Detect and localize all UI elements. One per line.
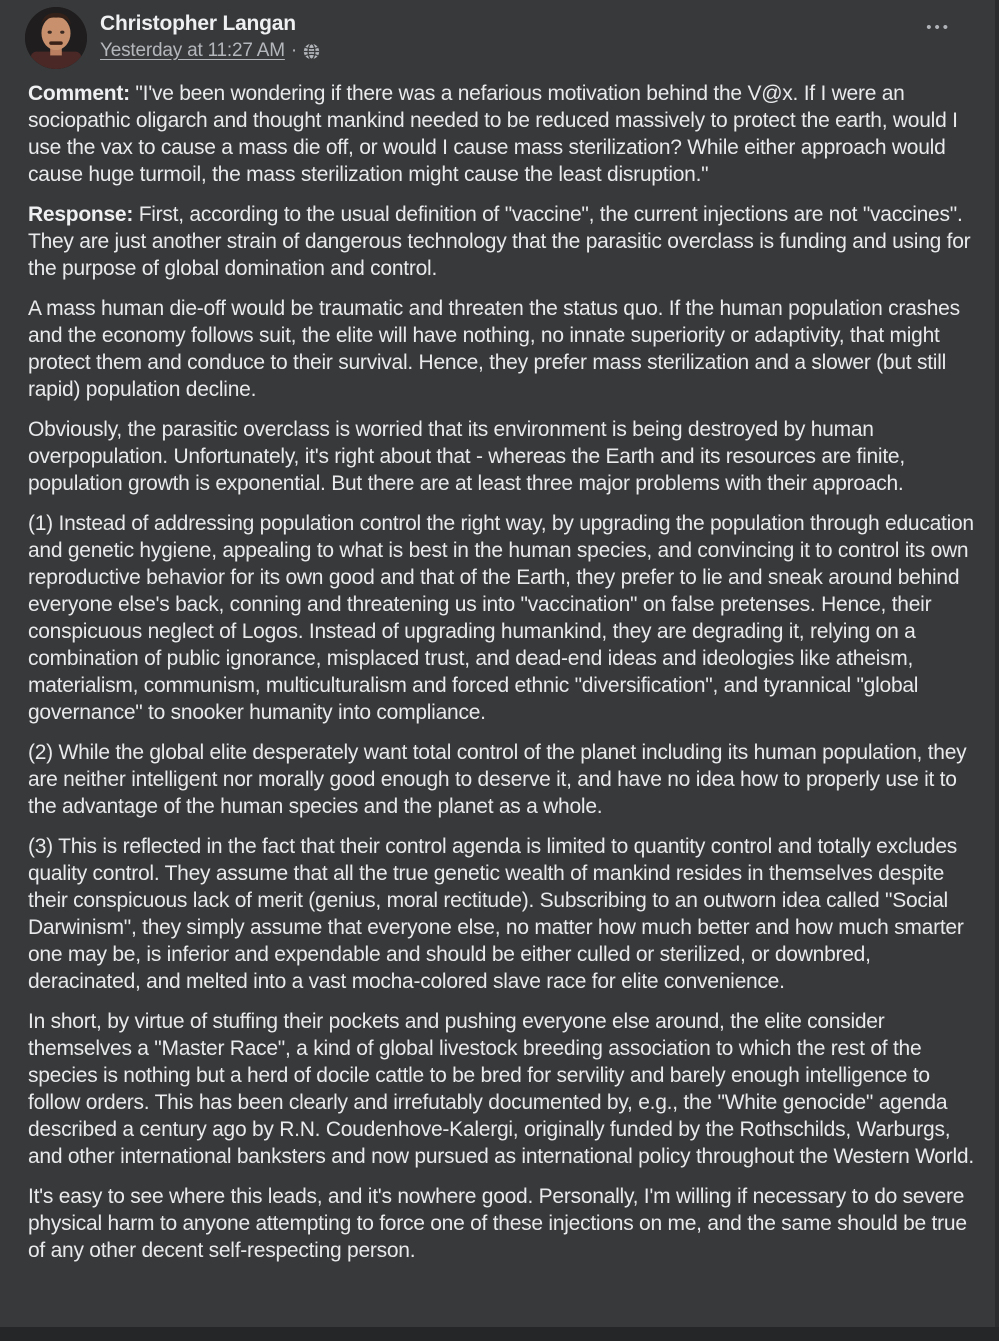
bottom-bar	[0, 1327, 999, 1341]
avatar[interactable]	[25, 7, 87, 69]
paragraph-text: (1) Instead of addressing population control the right way, by upgrading the population through education and genetic hygiene, appealing to what is best in the human species, and convincing it to control its own reproductive behavior for its own good and that of the Earth, they prefer to lie and sneak around behind everyone else's back, conning and threatening us into "vaccination" on false pretenses. Hence, their conspicuous neglect of Logos. Instead of upgrading humankind, they are degrading it, relying on a combination of public ignorance, misplaced trust, and dead-end ideas and ideologies like atheism, materialism, communism, multiculturalism and forced ethnic "diversification", and tyrannical "global governance" to snooker humanity into compliance.	[28, 512, 974, 724]
paragraph-lead: Comment:	[28, 82, 130, 105]
post-paragraph	[28, 739, 975, 820]
right-edge-strip	[995, 0, 999, 1341]
post-paragraph	[28, 295, 975, 403]
post-paragraph	[28, 833, 975, 995]
paragraph-text: "I've been wondering if there was a nefarious motivation behind the V@x. If I were an sociopathic oligarch and thought mankind needed to be reduced massively to protect the earth, would I use the vax to cause a mass die off, or would I cause mass sterilization? While either approach would cause huge turmoil, the mass sterilization might cause the least disruption."	[28, 82, 958, 186]
globe-icon	[303, 43, 320, 60]
post-options-button[interactable]	[926, 18, 951, 38]
ellipsis-icon: •••	[926, 19, 951, 36]
paragraph-text: It's easy to see where this leads, and it's nowhere good. Personally, I'm willing if necessary to do severe physical harm to anyone attempting to force one of these injections on me, and the same should be true of any other decent self-respecting person.	[28, 1185, 967, 1262]
timestamp-link[interactable]: Yesterday at 11:27 AM	[100, 40, 285, 61]
post-paragraph	[28, 416, 975, 497]
header-text	[100, 7, 320, 62]
paragraph-text: (2) While the global elite desperately want total control of the planet including its human population, they are neither intelligent nor morally good enough to deserve it, and have no idea how to properly use it to the advantage of the human species and the planet as a whole.	[28, 741, 967, 818]
paragraph-text: First, according to the usual definition of "vaccine", the current injections are not "vaccines". They are just another strain of dangerous technology that the parasitic overclass is funding and using for the purpose of global domination and control.	[28, 203, 971, 280]
paragraph-text: Obviously, the parasitic overclass is worried that its environment is being destroyed by human overpopulation. Unfortunately, it's right about that - whereas the Earth and its resources are finite, population growth is exponential. But there are at least three major problems with their approach.	[28, 418, 905, 495]
author-name[interactable]: Christopher Langan	[100, 12, 296, 35]
avatar-photo	[25, 7, 87, 69]
post-paragraph	[28, 201, 975, 282]
paragraph-text: In short, by virtue of stuffing their pockets and pushing everyone else around, the elite consider themselves a "Master Race", a kind of global livestock breeding association to which the rest of the species is nothing but a herd of docile cattle to be bred for servility and barely enough intelligence to follow orders. This has been clearly and irrefutably documented by, e.g., the "White genocide" agenda described a century ago by R.N. Coudenhove-Kalergi, originally funded by the Rothschilds, Warburgs, and other international banksters and now pursued as international policy throughout the Western World.	[28, 1010, 974, 1168]
paragraph-text: A mass human die-off would be traumatic and threaten the status quo. If the human population crashes and the economy follows suit, the elite will have nothing, no innate superiority or adaptivity, that might protect them and conduce to their survival. Hence, they prefer mass sterilization and a slower (but still rapid) population decline.	[28, 297, 960, 401]
post-paragraph	[28, 510, 975, 726]
paragraph-text: (3) This is reflected in the fact that their control agenda is limited to quantity control and totally excludes quality control. They assume that all the true genetic wealth of mankind resides in themselves despite their conspicuous lack of merit (genius, moral rectitude). Subscribing to an outworn idea called "Social Darwinism", they simply assume that everyone else, no matter how much better and how much smarter one may be, is inferior and expendable and should be either culled or sterilized, or downbred, deracinated, and melted into a vast mocha-colored slave race for elite convenience.	[28, 835, 964, 993]
post-body	[0, 69, 999, 1264]
post-paragraph	[28, 1008, 975, 1170]
post-paragraph	[28, 80, 975, 188]
paragraph-lead: Response:	[28, 203, 134, 226]
post-meta	[100, 40, 320, 62]
post-header	[0, 0, 999, 69]
meta-separator: ·	[290, 40, 298, 61]
post-paragraph	[28, 1183, 975, 1264]
